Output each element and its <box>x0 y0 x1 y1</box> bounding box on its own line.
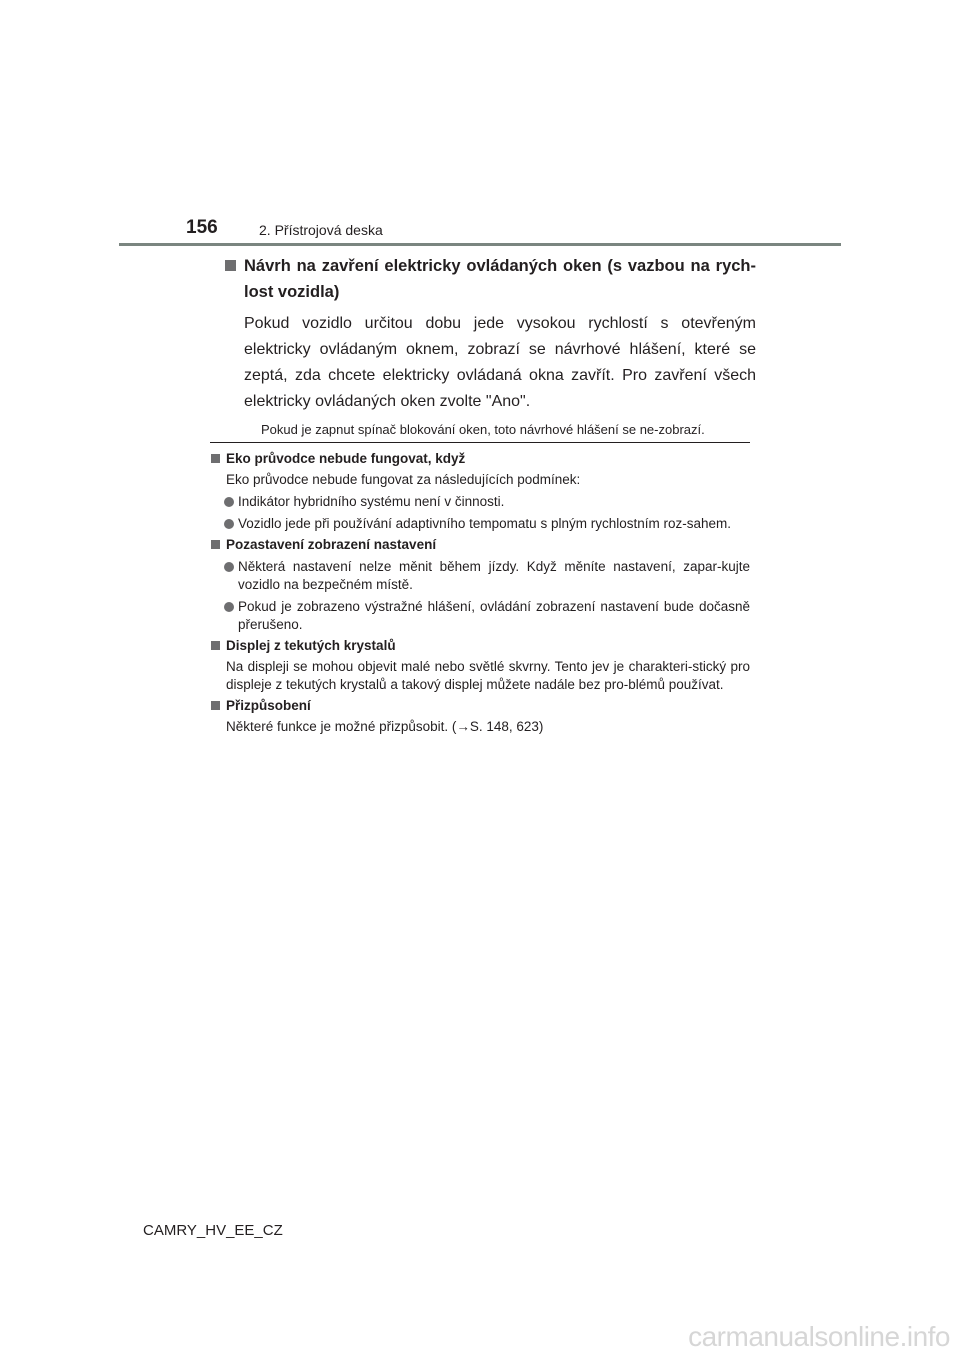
square-bullet-icon <box>211 454 220 463</box>
note-block-settings-pause <box>210 536 750 634</box>
list-item-text: Některá nastavení nelze měnit během jízdy. Když měníte nastavení, zapar-kujte vozidlo na bezpečném místě. <box>238 559 750 592</box>
main-body: Pokud vozidlo určitou dobu jede vysokou rychlostí s otevřeným elektricky ovládaným oknem, zobrazí se návrhové hlášení, které se zeptá, zda chcete elektricky ovládaná okna zavřít. Pro zavření všech elektricky ovládaných oken zvolte "Ano". <box>244 315 756 410</box>
note-text: Některé funkce je možné přizpůsobit. (→S. 148, 623) <box>226 719 544 734</box>
circle-bullet-icon <box>224 602 234 612</box>
list-item <box>210 558 750 594</box>
square-bullet-icon <box>211 701 220 710</box>
note-block-eco-guide <box>210 450 750 533</box>
note-heading-text: Pozastavení zobrazení nastavení <box>226 537 437 552</box>
square-bullet-icon <box>225 260 236 271</box>
note-heading-text: Eko průvodce nebude fungovat, když <box>226 451 466 466</box>
square-bullet-icon <box>211 540 220 549</box>
chapter-title: 2. Přístrojová deska <box>259 222 383 238</box>
circle-bullet-icon <box>224 562 234 572</box>
note-heading <box>210 450 750 468</box>
header-rule <box>119 243 841 246</box>
list-item <box>210 598 750 634</box>
square-bullet-icon <box>211 641 220 650</box>
note-text: Eko průvodce nebude fungovat za následujících podmínek: <box>226 472 581 487</box>
main-heading <box>224 253 756 305</box>
section-separator <box>210 442 750 443</box>
circle-bullet-icon <box>224 519 234 529</box>
main-note: Pokud je zapnut spínač blokování oken, toto návrhové hlášení se ne-zobrazí. <box>261 422 705 437</box>
footer-model-code: CAMRY_HV_EE_CZ <box>143 1222 283 1239</box>
list-item <box>210 493 750 511</box>
notes-section <box>210 450 750 739</box>
page-number: 156 <box>186 217 218 238</box>
main-heading-text: Návrh na zavření elektricky ovládaných oken (s vazbou na rych-lost vozidla) <box>244 257 756 301</box>
list-item-text: Vozidlo jede při používání adaptivního tempomatu s plným rychlostním roz-sahem. <box>238 516 731 531</box>
circle-bullet-icon <box>224 497 234 507</box>
main-section <box>224 253 756 439</box>
list-item <box>210 515 750 533</box>
note-text: Na displeji se mohou objevit malé nebo světlé skvrny. Tento jev je charakteri-stický pro displeje z tekutých krystalů a takový displej můžete nadále bez pro-blémů používat. <box>226 659 750 692</box>
note-heading <box>210 637 750 655</box>
note-heading <box>210 697 750 715</box>
note-heading <box>210 536 750 554</box>
note-block-customization <box>210 697 750 736</box>
list-item-text: Pokud je zobrazeno výstražné hlášení, ovládání zobrazení nastavení bude dočasně přerušeno. <box>238 599 750 632</box>
list-item-text: Indikátor hybridního systému není v činnosti. <box>238 494 505 509</box>
note-heading-text: Displej z tekutých krystalů <box>226 638 396 653</box>
watermark: carmanualsonline.info <box>688 1321 950 1352</box>
note-heading-text: Přizpůsobení <box>226 698 311 713</box>
note-block-lcd <box>210 637 750 694</box>
